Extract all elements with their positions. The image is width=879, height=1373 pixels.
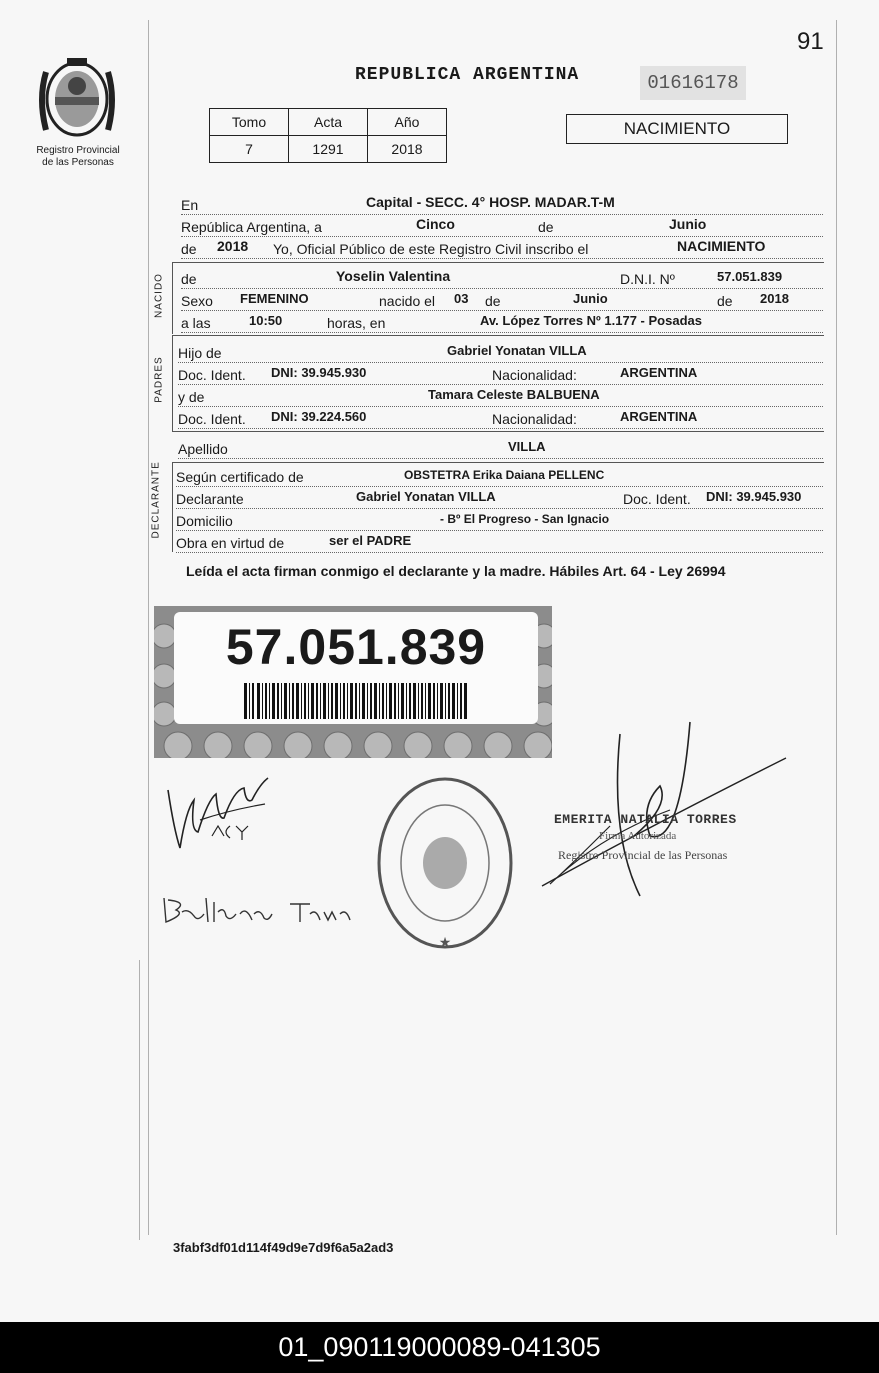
reason-value: ser el PADRE: [329, 533, 412, 548]
row-year: de 2018 Yo, Oficial Público de este Registro Civil inscribo el NACIMIENTO: [181, 236, 823, 259]
birth-year-value: 2018: [760, 291, 789, 306]
row-date: República Argentina, a Cinco de Junio: [181, 214, 823, 237]
row-mother: y de Tamara Celeste BALBUENA: [178, 384, 823, 407]
declarant-value: Gabriel Yonatan VILLA: [356, 489, 496, 504]
act-type-box: NACIMIENTO: [566, 114, 788, 144]
row-place: En Capital - SECC. 4° HOSP. MADAR.T-M: [181, 192, 823, 215]
volume-header-ano: Año: [368, 109, 447, 136]
birth-time-value: 10:50: [249, 313, 283, 328]
volume-header-tomo: Tomo: [210, 109, 289, 136]
volume-value-acta: 1291: [289, 136, 368, 163]
father-signature-icon: [160, 760, 275, 855]
document-hash: 3fabf3df01d114f49d9e7d9f6a5a2ad3: [173, 1240, 394, 1255]
volume-value-ano: 2018: [368, 136, 447, 163]
mother-signature: [160, 892, 360, 935]
page-number: 91: [797, 28, 824, 55]
row-surname: Apellido VILLA: [178, 436, 823, 459]
father-nat-value: ARGENTINA: [620, 365, 698, 380]
row-certificate: Según certificado de OBSTETRA Erika Daiana PELLENC: [176, 464, 823, 487]
dni-label-number: 57.051.839: [225, 619, 487, 675]
volume-value-tomo: 7: [210, 136, 289, 163]
left-margin-line: [148, 20, 149, 1235]
section-nacido: NACIDO: [153, 273, 165, 318]
sex-value: FEMENINO: [240, 291, 309, 306]
left-margin-line-lower: [139, 960, 140, 1240]
official-title: Firma Autorizada: [599, 830, 677, 842]
row-name: de Yoselin Valentina D.N.I. Nº 57.051.839: [181, 266, 823, 289]
closing-text: Leída el acta firman conmigo el declarante y la madre. Hábiles Art. 64 - Ley 26994: [186, 563, 726, 579]
father-value: Gabriel Yonatan VILLA: [447, 343, 587, 358]
day-value: Cinco: [416, 216, 455, 232]
name-value: Yoselin Valentina: [336, 268, 451, 284]
birth-day-value: 03: [454, 291, 469, 306]
section-declarante: DECLARANTE: [150, 461, 162, 539]
volume-header-acta: Acta: [289, 109, 368, 136]
row-time: a las 10:50 horas, en Av. López Torres Nº 1.177 - Posadas: [181, 310, 823, 333]
right-margin-line: [836, 20, 837, 1235]
mother-nat-value: ARGENTINA: [620, 409, 698, 424]
footer-id-bar: 01_090119000089-041305: [0, 1322, 879, 1373]
section-padres: PADRES: [153, 356, 165, 403]
birth-place-value: Av. López Torres Nº 1.177 - Posadas: [480, 313, 702, 328]
mother-value: Tamara Celeste BALBUENA: [428, 387, 600, 402]
surname-value: VILLA: [508, 439, 546, 454]
country-heading: REPUBLICA ARGENTINA: [355, 65, 580, 85]
registry-label: Registro Provincial de las Personas: [36, 145, 120, 168]
certificate-value: OBSTETRA Erika Daiana PELLENC: [404, 468, 605, 482]
row-father-doc: Doc. Ident. DNI: 39.945.930 Nacionalidad: ARGENTINA: [178, 362, 823, 385]
mother-signature-icon: [160, 892, 356, 930]
row-sex: Sexo FEMENINO nacido el 03 de Junio de 2018: [181, 288, 823, 311]
row-declarant: Declarante Gabriel Yonatan VILLA Doc. Ident. DNI: 39.945.930: [176, 486, 823, 509]
declarant-doc-value: DNI: 39.945.930: [706, 489, 802, 504]
birth-month-value: Junio: [573, 291, 608, 306]
row-mother-doc: Doc. Ident. DNI: 39.224.560 Nacionalidad: ARGENTINA: [178, 406, 823, 429]
mother-doc-value: DNI: 39.224.560: [271, 409, 367, 424]
year-value: 2018: [217, 238, 249, 254]
volume-table: [209, 108, 447, 163]
official-name: EMERITA NATALIA TORRES: [554, 812, 737, 827]
svg-text:★: ★: [438, 935, 452, 951]
dni-value: 57.051.839: [717, 269, 783, 284]
province-seal-icon: [32, 52, 122, 144]
barcode-icon: [244, 683, 468, 719]
row-reason: Obra en virtud de ser el PADRE: [176, 530, 823, 553]
official-round-stamp-icon: [372, 772, 518, 954]
address-value: - Bº El Progreso - San Ignacio: [440, 512, 610, 526]
place-value: Capital - SECC. 4° HOSP. MADAR.T-M: [366, 194, 615, 210]
official-org: Registro Provincial de las Personas: [558, 848, 728, 862]
row-father: Hijo de Gabriel Yonatan VILLA: [178, 340, 823, 363]
row-address: Domicilio - Bº El Progreso - San Ignacio: [176, 508, 823, 531]
serial-number: 01616178: [640, 66, 746, 100]
act-value: NACIMIENTO: [677, 238, 766, 254]
month-value: Junio: [669, 216, 707, 232]
father-doc-value: DNI: 39.945.930: [271, 365, 367, 380]
